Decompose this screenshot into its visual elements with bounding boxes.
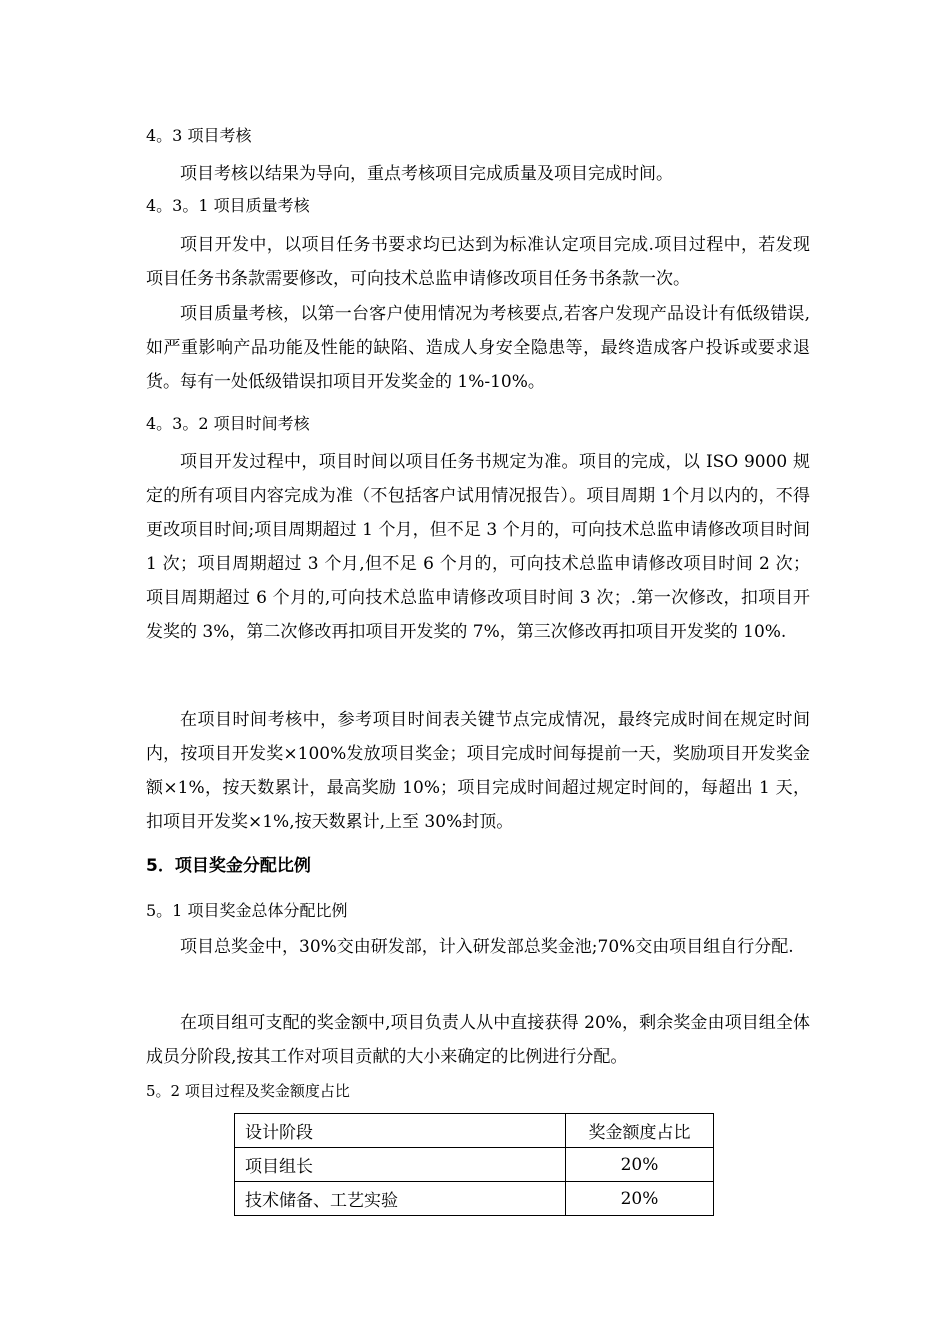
- section-4-3-1-paragraph-2: 项目质量考核，以第一台客户使用情况为考核要点,若客户发现产品设计有低级错误,如严重影响产品功能及性能的缺陷、造成人身安全隐患等，最终造成客户投诉或要求退货。每有一处低级错误扣项目开发奖金的 1%-10%。: [146, 304, 810, 392]
- table-header-cell: 奖金额度占比: [566, 1114, 714, 1148]
- table-row: [235, 1148, 714, 1182]
- section-5-1-paragraph-1: 项目总奖金中，30%交由研发部，计入研发部总奖金池;70%交由项目组自行分配.: [180, 937, 794, 957]
- table-cell: 项目组长: [235, 1148, 566, 1182]
- section-4-3-title: 4。3 项目考核: [146, 126, 252, 145]
- section-5-1-title: 5。1 项目奖金总体分配比例: [146, 901, 348, 920]
- table-header-cell: 设计阶段: [235, 1114, 566, 1148]
- table-header-row: [235, 1114, 714, 1148]
- section-5-title: 5．项目奖金分配比例: [146, 856, 311, 876]
- table-cell: 技术储备、工艺实验: [235, 1182, 566, 1216]
- section-4-3-intro: 项目考核以结果为导向，重点考核项目完成质量及项目完成时间。: [180, 164, 673, 184]
- table-row: [235, 1182, 714, 1216]
- section-5-2-title: 5。2 项目过程及奖金额度占比: [146, 1082, 350, 1100]
- section-4-3-2-paragraph-1: 项目开发过程中，项目时间以项目任务书规定为准。项目的完成，以 ISO 9000 规定的所有项目内容完成为准（不包括客户试用情况报告）。项目周期 1个月以内的，不得更改项目时间;项目周期超过 1 个月，但不足 3 个月的，可向技术总监申请修改项目时间 1 次；项目周期超过 3 个月,但不足 6 个月的，可向技术总监申请修改项目时间 2 次；项目周期超过 6 个月的,可向技术总监申请修改项目时间 3 次；.第一次修改，扣项目开发奖的 3%，第二次修改再扣项目开发奖的 7%，第三次修改再扣项目开发奖的 10%.: [146, 452, 810, 642]
- table-cell: 20%: [566, 1182, 714, 1216]
- table-cell: 20%: [566, 1148, 714, 1182]
- section-5-1-paragraph-2: 在项目组可支配的奖金额中,项目负责人从中直接获得 20%，剩余奖金由项目组全体成员分阶段,按其工作对项目贡献的大小来确定的比例进行分配。: [146, 1013, 810, 1067]
- bonus-ratio-table: [234, 1113, 714, 1216]
- section-4-3-2-title: 4。3。2 项目时间考核: [146, 414, 310, 433]
- section-4-3-1-paragraph-1: 项目开发中，以项目任务书要求均已达到为标准认定项目完成.项目过程中，若发现项目任务书条款需要修改，可向技术总监申请修改项目任务书条款一次。: [146, 235, 810, 289]
- section-4-3-1-title: 4。3。1 项目质量考核: [146, 196, 310, 215]
- section-4-3-2-paragraph-2: 在项目时间考核中，参考项目时间表关键节点完成情况，最终完成时间在规定时间内，按项目开发奖×100%发放项目奖金；项目完成时间每提前一天，奖励项目开发奖金额×1%，按天数累计，最高奖励 10%；项目完成时间超过规定时间的，每超出 1 天，扣项目开发奖×1%,按天数累计,上至 30%封顶。: [146, 710, 810, 832]
